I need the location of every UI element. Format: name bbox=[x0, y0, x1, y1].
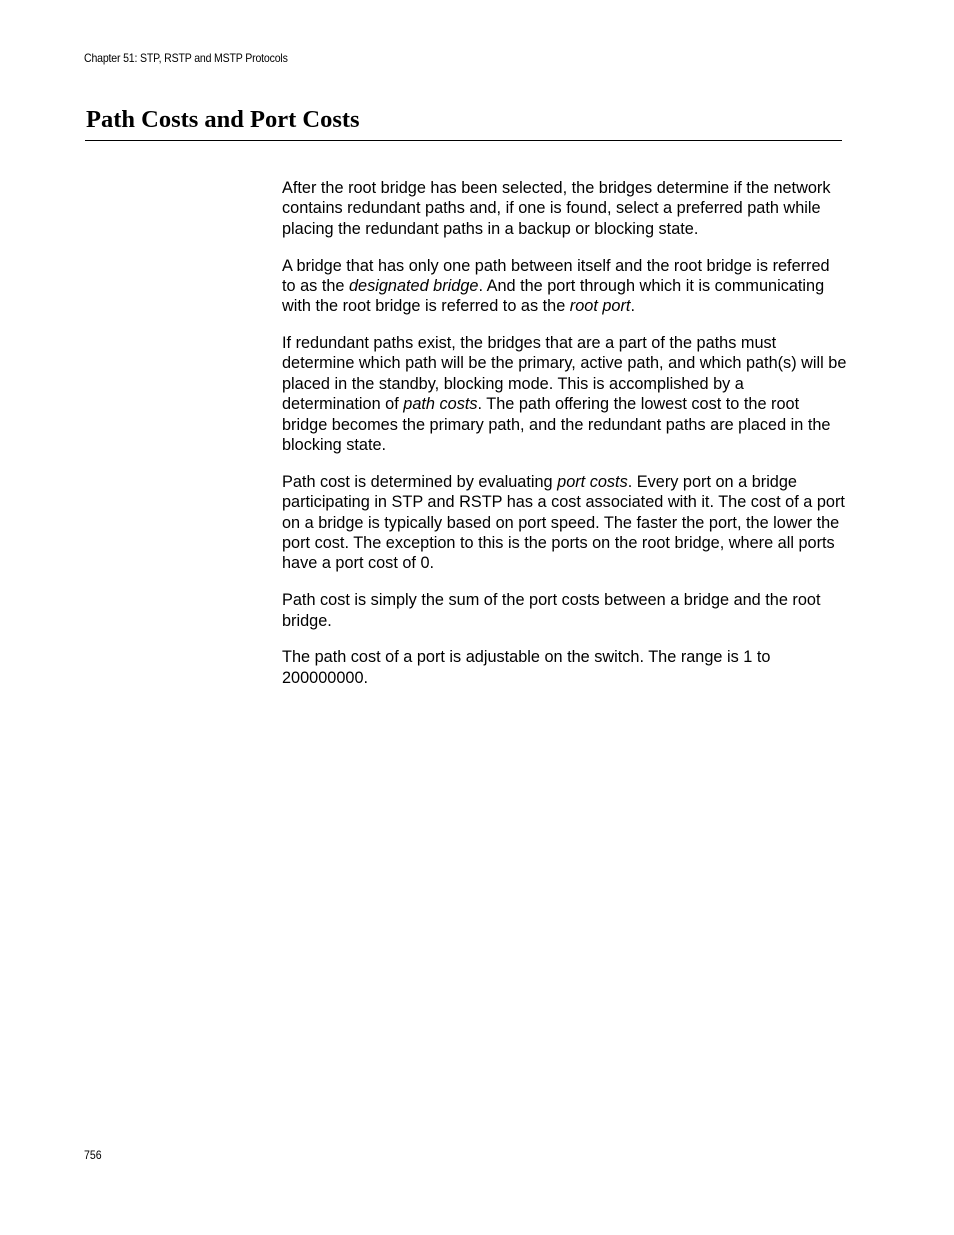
paragraph-path-cost-range: The path cost of a port is adjustable on the switch. The range is 1 to 200000000. bbox=[282, 648, 771, 687]
term-designated-bridge: designated bridge bbox=[348, 276, 479, 295]
term-port-costs: port costs bbox=[557, 472, 628, 491]
section-title: Path Costs and Port Costs bbox=[86, 106, 360, 133]
paragraph-text: A bridge that has only one path between itself and the root bridge is referred to as the bbox=[282, 256, 830, 295]
paragraph-text: . Every port on a bridge participating in STP and RSTP has a cost associated with it. The cost of a port on a bridge is typically based on port speed. The faster the port, the lower the port cost. The exception to this is the ports on the root bridge, where all ports have a port cost of 0. bbox=[282, 472, 845, 573]
paragraph-text: . bbox=[630, 297, 635, 316]
paragraph-port-costs bbox=[282, 472, 847, 574]
paragraph-text: If redundant paths exist, the bridges that are a part of the paths must determine which path will be the primary, active path, and which path(s) will be placed in the standby, blocking mode. This is accomplished by a determination of bbox=[282, 334, 847, 414]
paragraph-text: . And the port through which it is communicating with the root bridge is referred to as the bbox=[282, 276, 825, 316]
running-header: Chapter 51: STP, RSTP and MSTP Protocols bbox=[84, 51, 288, 65]
title-rule bbox=[85, 140, 842, 141]
term-root-port: root port bbox=[569, 297, 631, 316]
paragraph-path-cost-sum: Path cost is simply the sum of the port costs between a bridge and the root bridge. bbox=[282, 591, 821, 630]
paragraph-redundant-paths bbox=[282, 333, 847, 455]
paragraph-text: . The path offering the lowest cost to the root bridge becomes the primary path, and the redundant paths are placed in the blocking state. bbox=[282, 395, 831, 455]
paragraph-designated-bridge bbox=[282, 256, 847, 317]
page-number: 756 bbox=[84, 1148, 102, 1162]
term-path-costs: path costs bbox=[403, 395, 478, 414]
paragraph-root-bridge-selection: After the root bridge has been selected, the bridges determine if the network contains redundant paths and, if one is found, select a preferred path while placing the redundant paths in a backup or blocking state. bbox=[282, 179, 831, 238]
body-text bbox=[282, 178, 847, 704]
paragraph-text: Path cost is determined by evaluating bbox=[282, 472, 558, 491]
